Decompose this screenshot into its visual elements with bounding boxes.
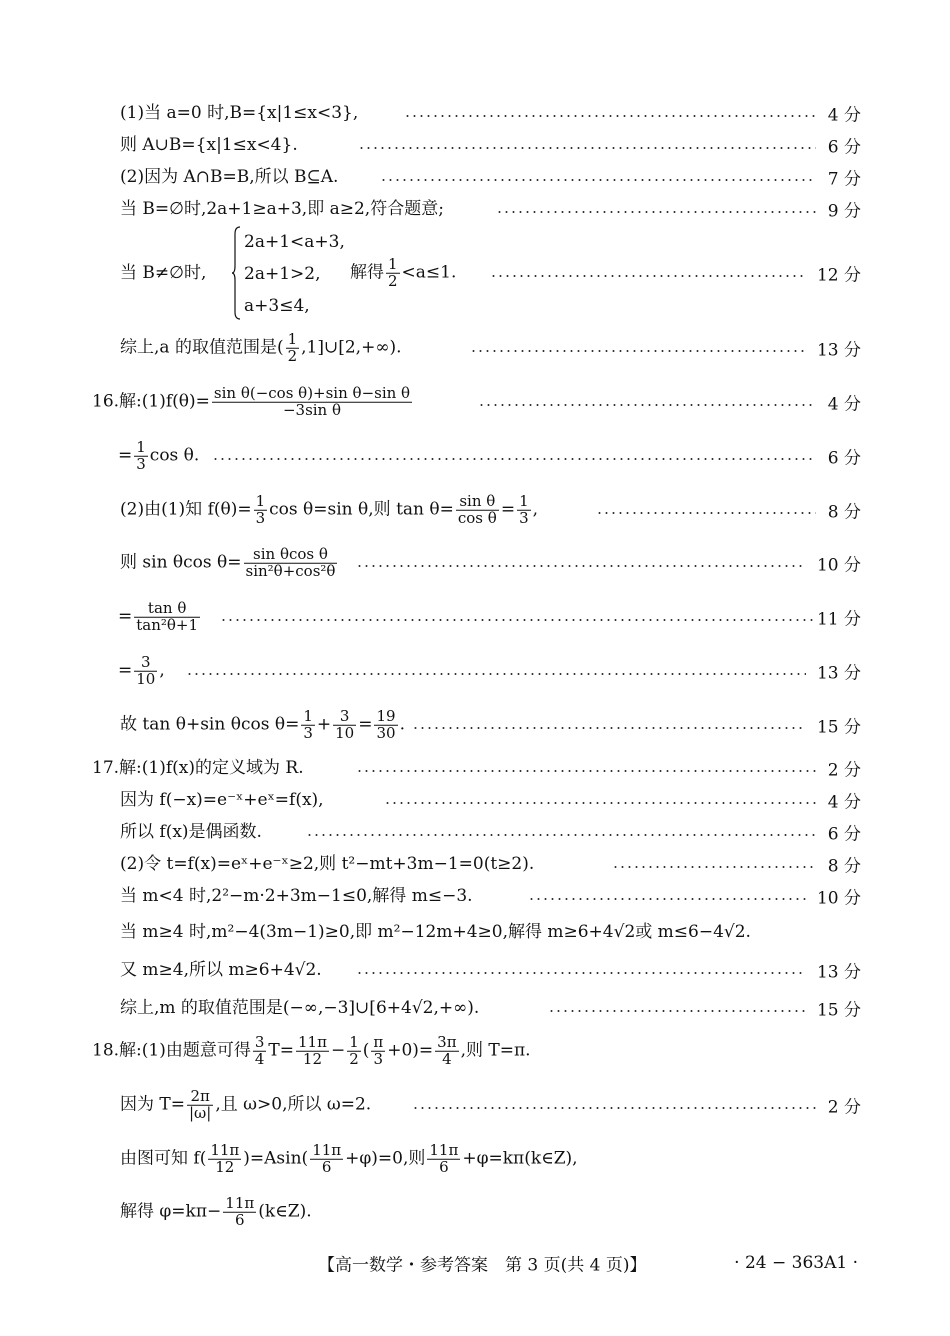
fraction: $\frac{11\pi}{6}$: [225, 1193, 255, 1229]
fraction: $\frac{1}{2}$: [287, 329, 298, 365]
solution-line: [0, 1140, 950, 1176]
solution-line: [0, 753, 950, 783]
line-text: 故 tan θ+sin θcos θ= $\frac{1}{3}$ + $\frac{3}{10}$ = $\frac{19}{30}$ .: [120, 706, 405, 742]
fraction: $\frac{\pi}{3}$: [373, 1032, 384, 1068]
leader-dots: [380, 179, 816, 181]
leader-dots: [548, 1010, 806, 1012]
line-text: 17.解:(1)f(x)的定义域为 R.: [92, 757, 304, 778]
line-text: 当 m≥4 时,m²−4(3m−1)≥0,即 m²−12m+4≥0,解得 m≥6+4√2或 m≤6−4√2.: [120, 921, 751, 942]
line-text: 16.解:(1)f(θ)= $\frac{\text{sin θ(−cos θ)+sin θ−sin θ}}{\text{−3sin θ}}$: [92, 383, 411, 419]
leader-dots: [528, 898, 806, 900]
score-label: 8 分: [827, 856, 861, 877]
leader-dots: [186, 673, 806, 675]
leader-dots: [490, 275, 806, 277]
line-text: = $\frac{\text{tan θ}}{\text{tan²θ+1}}$: [118, 598, 199, 634]
solution-line: [0, 98, 950, 128]
system-row: a+3≤4,: [244, 296, 310, 316]
solution-line: [0, 955, 950, 985]
fraction: $\frac{3\pi}{4}$: [437, 1032, 457, 1068]
fraction: $\frac{1}{2}$: [388, 254, 398, 290]
leader-dots: [404, 115, 816, 117]
line-text: 当 m<4 时,2²−m·2+3m−1≤0,解得 m≤−3.: [120, 885, 473, 906]
line-text: 综上,m 的取值范围是(−∞,−3]∪[6+4√2,+∞).: [120, 997, 480, 1018]
leader-dots: [356, 770, 816, 772]
leader-dots: [478, 404, 816, 406]
solution-line: [0, 194, 950, 224]
score-label: 13 分: [816, 663, 861, 684]
leader-dots: [596, 512, 816, 514]
fraction: $\frac{1}{2}$: [349, 1032, 359, 1068]
score-label: 8 分: [827, 502, 861, 523]
leader-dots: [212, 458, 816, 460]
solution-line: [0, 785, 950, 815]
fraction: $\frac{3}{10}$: [335, 706, 355, 742]
fraction: $\frac{1}{3}$: [136, 437, 146, 473]
score-label: 13 分: [816, 340, 861, 361]
solution-line: [0, 491, 950, 527]
system-row: 2a+1<a+3,: [244, 232, 345, 252]
fraction: $\frac{1}{3}$: [255, 491, 266, 527]
leader-dots: [358, 147, 816, 149]
leader-dots: [412, 727, 806, 729]
line-text: <a≤1.: [401, 262, 457, 283]
solution-line: [0, 1032, 950, 1068]
line-text: (2)由(1)知 f(θ)= $\frac{1}{3}$ cos θ=sin θ,则 tan θ= $\frac{\text{sin θ}}{\text{cos θ}}$ = $\frac{1}{3}$ ,: [120, 491, 539, 527]
score-label: 10 分: [816, 888, 861, 909]
leader-dots: [384, 802, 816, 804]
line-text: (1)当 a=0 时,B={x|1≤x<3},: [120, 102, 359, 123]
line-text: 则 sin θcos θ= $\frac{\text{sin θcos θ}}{\text{sin²θ+cos²θ}}$: [120, 544, 336, 580]
fraction: $\frac{\text{sin θcos θ}}{\text{sin²θ+cos²θ}}$: [245, 544, 336, 580]
leader-dots: [470, 350, 806, 352]
solution-line: [0, 383, 950, 419]
solution-line: [0, 130, 950, 160]
footer-code: · 24 − 363A1 ·: [734, 1253, 858, 1273]
score-label: 15 分: [816, 717, 861, 738]
score-label: 10 分: [816, 555, 861, 576]
score-label: 6 分: [827, 448, 861, 469]
fraction: $\frac{3}{10}$: [136, 652, 156, 688]
line-text: (2)令 t=f(x)=eˣ+e⁻ˣ≥2,则 t²−mt+3m−1=0(t≥2).: [120, 853, 535, 874]
line-text: 解得 φ=kπ− $\frac{11\pi}{6}$ (k∈Z).: [120, 1193, 312, 1229]
line-text: 综上,a 的取值范围是( $\frac{1}{2}$ ,1]∪[2,+∞).: [120, 329, 402, 365]
solution-line: [0, 917, 950, 947]
solution-line: [0, 162, 950, 192]
solution-line: [0, 817, 950, 847]
leader-dots: [356, 565, 806, 567]
score-label: 6 分: [827, 137, 861, 158]
line-text: = $\frac{3}{10}$ ,: [118, 652, 165, 688]
solution-line: [0, 329, 950, 365]
fraction: $\frac{1}{3}$: [519, 491, 529, 527]
line-text: (2)因为 A∩B=B,所以 B⊆A.: [120, 166, 339, 187]
leader-dots: [412, 1107, 816, 1109]
fraction: $\frac{19}{30}$: [376, 706, 396, 742]
solution-line: [0, 706, 950, 742]
score-label: 6 分: [827, 824, 861, 845]
line-text: 又 m≥4,所以 m≥6+4√2.: [120, 959, 322, 980]
fraction: $\frac{11\pi}{6}$: [429, 1140, 459, 1176]
solution-line: [0, 652, 950, 688]
system-rows: [244, 226, 345, 322]
score-label: 2 分: [827, 1097, 861, 1118]
line-text: 18.解:(1)由题意可得 $\frac{3}{4}$ T= $\frac{11\pi}{12}$ − $\frac{1}{2}$ ( $\frac{\pi}{3}$ +0)= $\frac{3\pi}{4}$ ,则 T=π.: [92, 1032, 531, 1068]
solution-line: [0, 598, 950, 634]
score-label: 11 分: [816, 609, 861, 630]
fraction: $\frac{3}{4}$: [254, 1032, 265, 1068]
solution-result: [350, 254, 457, 290]
score-label: 2 分: [827, 760, 861, 781]
fraction: $\frac{11\pi}{12}$: [297, 1032, 327, 1068]
solution-line: [0, 1086, 950, 1122]
line-text: 因为 T= $\frac{2\pi}{|\omega|}$ ,且 ω>0,所以 ω=2.: [120, 1086, 372, 1122]
score-label: 4 分: [827, 105, 861, 126]
score-label: 7 分: [827, 169, 861, 190]
line-text: 解得: [350, 262, 384, 283]
line-text: = $\frac{1}{3}$ cos θ.: [118, 437, 200, 473]
fraction: $\frac{1}{3}$: [303, 706, 313, 742]
score-label: 9 分: [827, 201, 861, 222]
fraction: $\frac{\text{sin θ}}{\text{cos θ}}$: [457, 491, 497, 527]
score-label: 4 分: [827, 394, 861, 415]
footer-title: 【高一数学・参考答案 第 3 页(共 4 页)】: [318, 1255, 647, 1276]
leader-dots: [356, 972, 806, 974]
line-text: 当 B=∅时,2a+1≥a+3,即 a≥2,符合题意;: [120, 198, 444, 219]
fraction: $\frac{11\pi}{12}$: [210, 1140, 240, 1176]
fraction: $\frac{2\pi}{|\omega|}$: [189, 1086, 212, 1122]
page-footer: [0, 1248, 950, 1278]
line-text: 因为 f(−x)=e⁻ˣ+eˣ=f(x),: [120, 789, 324, 810]
score-label: 13 分: [816, 962, 861, 983]
leader-dots: [220, 619, 816, 621]
fraction: $\frac{\text{sin θ(−cos θ)+sin θ−sin θ}}{\text{−3sin θ}}$: [213, 383, 411, 419]
fraction: $\frac{\text{tan θ}}{\text{tan²θ+1}}$: [136, 598, 199, 634]
leader-dots: [612, 866, 816, 868]
solution-line: [0, 1193, 950, 1229]
line-text: 当 B≠∅时,: [120, 262, 207, 283]
leader-dots: [306, 834, 816, 836]
solution-line: [0, 881, 950, 911]
solution-line: [0, 544, 950, 580]
line-text: 所以 f(x)是偶函数.: [120, 821, 262, 842]
score-label: 15 分: [816, 1000, 861, 1021]
solution-line: [0, 254, 950, 290]
line-text: 则 A∪B={x|1≤x<4}.: [120, 134, 298, 155]
fraction: $\frac{11\pi}{6}$: [312, 1140, 342, 1176]
score-label: 4 分: [827, 792, 861, 813]
line-text: 由图可知 f( $\frac{11\pi}{12}$ )=Asin( $\frac{11\pi}{6}$ +φ)=0,则 $\frac{11\pi}{6}$ +φ=kπ(k∈Z),: [120, 1140, 578, 1176]
solution-line: [0, 849, 950, 879]
solution-line: [0, 437, 950, 473]
left-brace: [232, 226, 241, 320]
leader-dots: [496, 211, 816, 213]
solution-line: [0, 993, 950, 1023]
system-row: 2a+1>2,: [244, 264, 321, 284]
score-label: 12 分: [816, 265, 861, 286]
